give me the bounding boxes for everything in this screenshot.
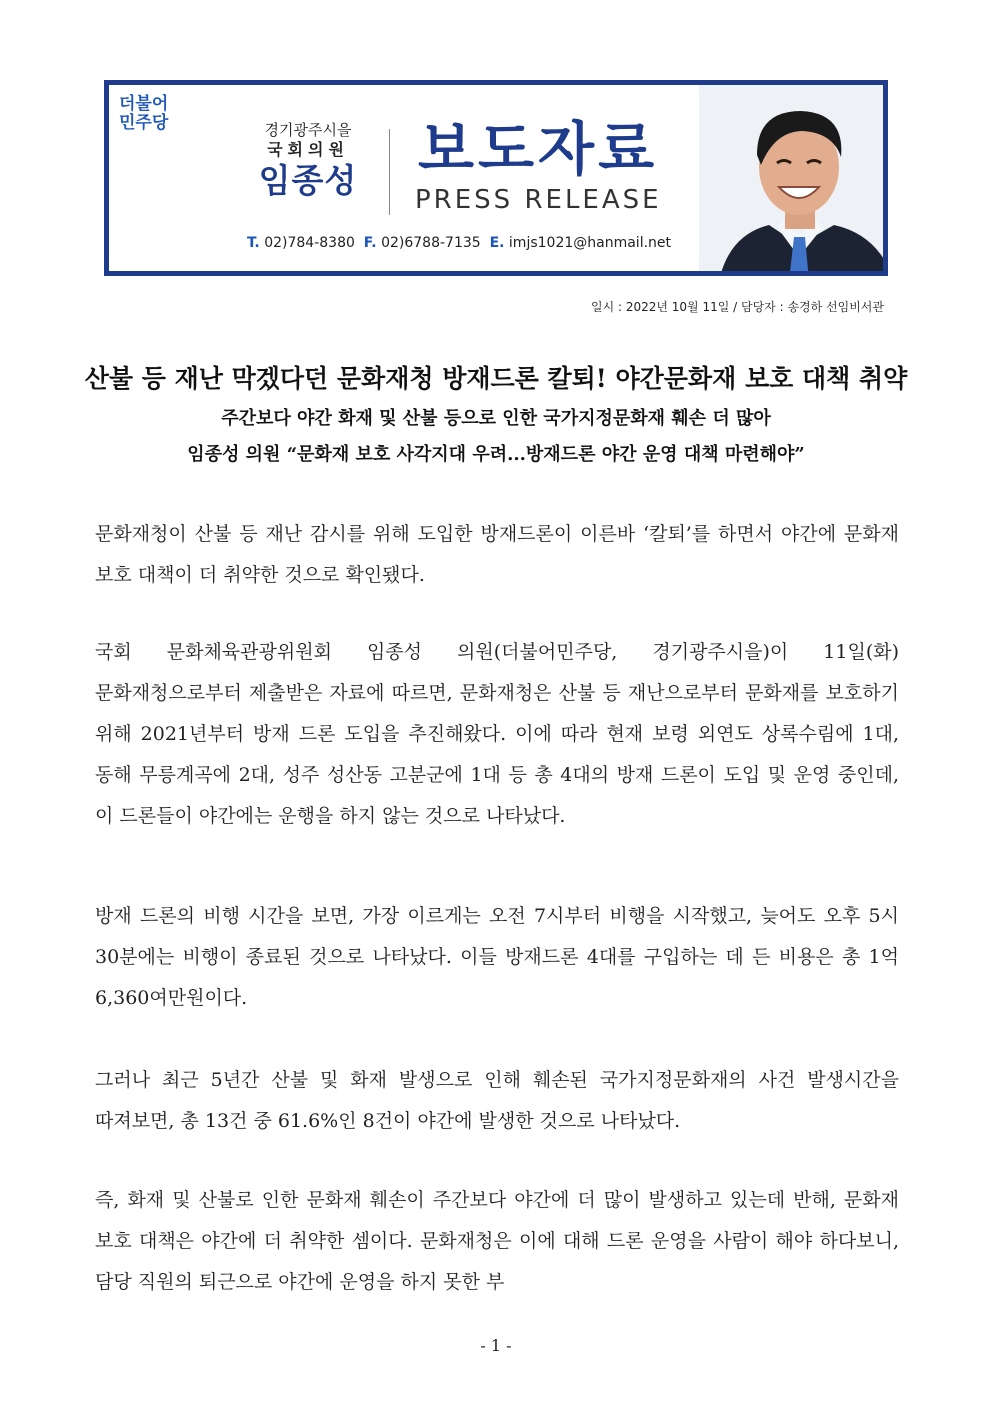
mp-info xyxy=(243,121,373,201)
mp-district: 경기광주시을 xyxy=(264,121,352,139)
sub-headline-2: 임종성 의원 “문화재 보호 사각지대 우려...방재드론 야간 운영 대책 마련해야” xyxy=(187,444,805,465)
party-logo-line1: 더불어 xyxy=(119,94,169,114)
press-release-banner xyxy=(104,80,888,276)
body-paragraph-4: 그러나 최근 5년간 산불 및 화재 발생으로 인해 훼손된 국가지정문화재의 사건 발생시간을 따져보면, 총 13건 중 61.6%인 8건이 야간에 발생한 것으로 나타났다. xyxy=(95,1069,899,1132)
sub-headline-1: 주간보다 야간 화재 및 산불 등으로 인한 국가지정문화재 훼손 더 많아 xyxy=(221,408,771,429)
party-logo xyxy=(119,95,168,133)
mp-portrait-image xyxy=(699,85,888,276)
page-number: - 1 - xyxy=(480,1336,512,1355)
release-dateline: 일시 : 2022년 10월 11일 / 담당자 : 송경하 선임비서관 xyxy=(590,300,884,314)
banner-divider xyxy=(389,129,390,215)
body-paragraph-2: 국회 문화체육관광위원회 임종성 의원(더불어민주당, 경기광주시을)이 11일(화) 문화재청으로부터 제출받은 자료에 따르면, 문화재청은 산불 등 재난으로부터 문화재를 보호하기 위해 2021년부터 방재 드론 도입을 추진해왔다. 이에 따라 현재 보령 외연도 상록수림에 1대, 동해 무릉계곡에 2대, 성주 성산동 고분군에 1대 등 총 4대의 방재 드론이 도입 및 운영 중인데, 이 드론들이 야간에는 운행을 하지 않는 것으로 나타났다. xyxy=(95,641,899,827)
mp-name: 임종성 xyxy=(258,161,358,200)
body-paragraph-1: 문화재청이 산불 등 재난 감시를 위해 도입한 방재드론이 이른바 ‘칼퇴’를 하면서 야간에 문화재 보호 대책이 더 취약한 것으로 확인됐다. xyxy=(95,523,899,586)
email-address: imjs1021@hanmail.net xyxy=(508,235,672,251)
tel-number: 02)784-8380 xyxy=(264,235,355,251)
tel-label: T. xyxy=(247,235,260,251)
press-release-title: 보도자료 xyxy=(418,115,659,183)
fax-label: F. xyxy=(363,235,377,251)
fax-number: 02)6788-7135 xyxy=(381,235,481,251)
press-release-subtitle: PRESS RELEASE xyxy=(415,185,662,215)
email-label: E. xyxy=(489,235,505,251)
body-paragraph-5: 즉, 화재 및 산불로 인한 문화재 훼손이 주간보다 야간에 더 많이 발생하고 있는데 반해, 문화재 보호 대책은 야간에 더 취약한 셈이다. 문화재청은 이에 대해 드론 운영을 사람이 해야 하다보니, 담당 직원의 퇴근으로 야간에 운영을 하지 못한 부 xyxy=(95,1189,899,1293)
contact-line xyxy=(247,235,671,251)
main-headline: 산불 등 재난 막겠다던 문화재청 방재드론 칼퇴! 야간문화재 보호 대책 취약 xyxy=(84,364,908,393)
mp-role: 국회의원 xyxy=(267,140,349,159)
party-logo-line2: 민주당 xyxy=(119,113,169,133)
body-paragraph-3: 방재 드론의 비행 시간을 보면, 가장 이르게는 오전 7시부터 비행을 시작했고, 늦어도 오후 5시 30분에는 비행이 종료된 것으로 나타났다. 이들 방재드론 4대를 구입하는 데 든 비용은 총 1억 6,360여만원이다. xyxy=(95,905,899,1009)
